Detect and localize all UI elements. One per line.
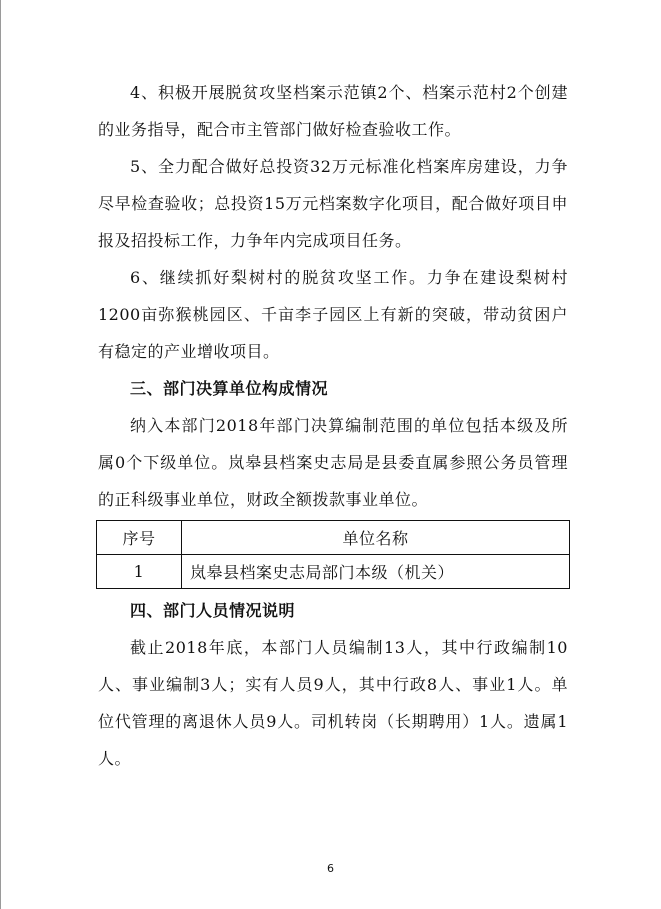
document-body xyxy=(98,74,568,777)
units-table xyxy=(96,520,570,589)
table-header-row xyxy=(97,521,570,555)
table-header-no: 序号 xyxy=(97,521,182,555)
page-edge xyxy=(0,0,1,909)
section-4-paragraph: 截止2018年底，本部门人员编制13人，其中行政编制10人、事业编制3人；实有人员9人，其中行政8人、事业1人。单位代管理的离退休人员9人。司机转岗（长期聘用）1人。遗属1人。 xyxy=(98,638,568,768)
paragraph-item-5: 5、全力配合做好总投资32万元标准化档案库房建设，力争尽早检查验收；总投资15万元档案数字化项目，配合做好项目申报及招投标工作，力争年内完成项目任务。 xyxy=(98,157,568,250)
section-4-heading: 四、部门人员情况说明 xyxy=(130,601,296,620)
table-cell-no: 1 xyxy=(97,555,182,589)
table-row xyxy=(97,555,570,589)
section-3-paragraph: 纳入本部门2018年部门决算编制范围的单位包括本级及所属0个下级单位。岚皋县档案史志局是县委直属参照公务员管理的正科级事业单位，财政全额拨款事业单位。 xyxy=(98,416,568,509)
paragraph-item-6: 6、继续抓好梨树村的脱贫攻坚工作。力争在建设梨树村1200亩弥猴桃园区、千亩李子园区上有新的突破，带动贫困户有稳定的产业增收项目。 xyxy=(98,268,568,361)
table-cell-unit-name: 岚皋县档案史志局部门本级（机关） xyxy=(182,555,570,589)
section-3-heading: 三、部门决算单位构成情况 xyxy=(130,379,329,398)
paragraph-item-4: 4、积极开展脱贫攻坚档案示范镇2个、档案示范村2个创建的业务指导，配合市主管部门做好检查验收工作。 xyxy=(98,83,568,139)
table-header-unit-name: 单位名称 xyxy=(182,521,570,555)
page-number: 6 xyxy=(327,862,334,875)
